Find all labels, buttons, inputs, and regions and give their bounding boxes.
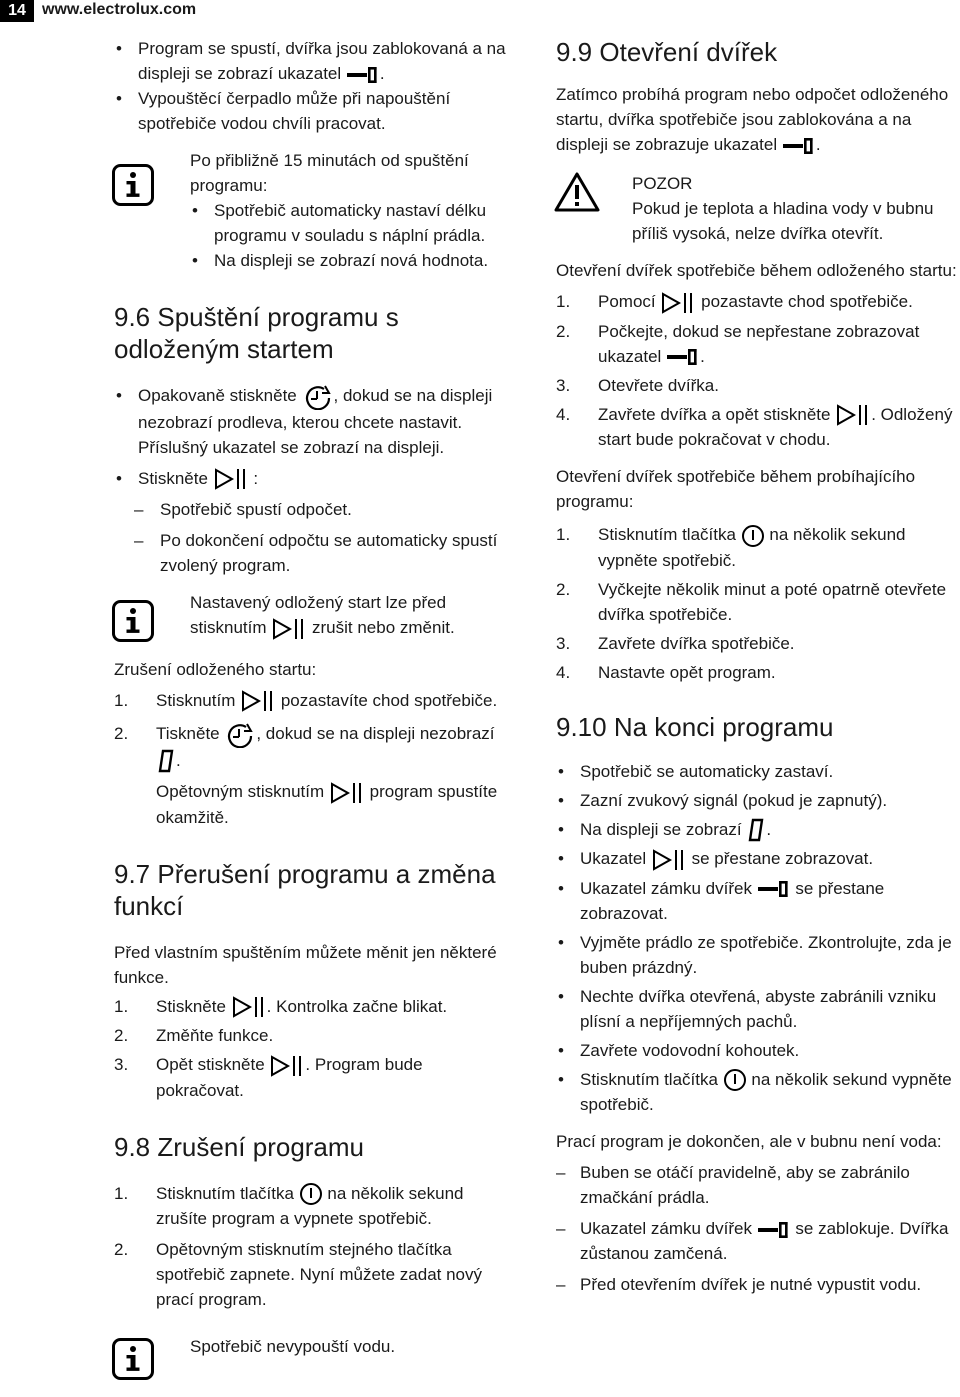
subheading: Otevření dvířek spotřebiče během probíhajícího programu: [556, 467, 916, 512]
power-icon [741, 524, 765, 548]
warning-title: POZOR [632, 174, 693, 193]
numbered-item: 3. Opět stiskněte . Program bude pokračovat. [114, 1055, 423, 1100]
section-intro: Zatímco probíhá program nebo odpočet odloženého startu, dvířka spotřebiče jsou zablokována a na displeji se zobrazuje ukazatel . [556, 85, 949, 154]
numbered-item: 1. Stiskněte . Kontrolka začne blikat. [114, 994, 514, 1020]
numbered-item: 2. Tiskněte , dokud se na displeji nezobrazí . [114, 721, 514, 773]
door-lock-icon [757, 879, 791, 899]
list-item: • Opakovaně stiskněte , dokud se na displeji nezobrazí prodleva, kterou chcete nastavit. Příslušný ukazatel se zobrazí na displeji. [114, 383, 514, 460]
numbered-item: 1. Stisknutím tlačítka na několik sekund zrušíte program a vypnete spotřebič. [114, 1183, 464, 1229]
subheading: Otevření dvířek spotřebiče během odloženého startu: [556, 261, 957, 280]
left-column [114, 36, 514, 1380]
numbered-item: 2. Počkejte, dokud se nepřestane zobrazovat ukazatel . [556, 321, 920, 366]
dash-item: – Buben se otáčí pravidelně, aby se zabránilo zmačkání prádla. [556, 1160, 958, 1210]
list-item: • Stiskněte : [114, 466, 514, 492]
info-note [114, 1334, 514, 1380]
info-icon [112, 1338, 154, 1387]
list-item: • Spotřebič automaticky nastaví délku programu v souladu s náplní prádla. [190, 198, 514, 248]
start-pause-icon [835, 403, 871, 427]
numbered-item: 1. Pomocí pozastavte chod spotřebiče. [556, 289, 958, 315]
list-item: • Na displeji se zobrazí nová hodnota. [190, 248, 514, 273]
door-lock-icon [346, 65, 380, 85]
site-url: www.electrolux.com [42, 1, 197, 18]
start-pause-icon [269, 1054, 305, 1078]
start-pause-icon [213, 467, 249, 491]
start-pause-icon [329, 781, 365, 805]
numbered-item: 2. Opětovným stisknutím stejného tlačítka spotřebič zapnete. Nyní můžete zadat nový prací program. [114, 1240, 483, 1310]
page-header [0, 0, 960, 28]
warning-text: Pokud je teplota a hladina vody v bubnu příliš vysoká, nelze dvířka otevřít. [632, 199, 934, 243]
section-heading: 9.6 Spuštění programu s odloženým startem [114, 302, 399, 364]
page-number: 14 [0, 0, 34, 22]
numbered-item: 2. Změňte funkce. [114, 1026, 274, 1046]
list-item: • Ukazatel zámku dvířek se přestane zobrazovat. [556, 876, 958, 926]
zero-display-icon [746, 818, 766, 842]
info-note [114, 590, 514, 641]
list-item: • Spotřebič se automaticky zastaví. [556, 759, 958, 784]
numbered-item: 1. Stisknutím pozastavíte chod spotřebiče. [114, 688, 514, 714]
door-lock-icon [757, 1220, 791, 1240]
section-heading: 9.7 Přerušení programu a změna funkcí [114, 858, 496, 921]
zero-display-icon [156, 749, 176, 773]
dash-item: – Před otevřením dvířek je nutné vypustit vodu. [556, 1272, 958, 1297]
section-heading: 9.8 Zrušení programu [114, 1131, 365, 1162]
list-item: • Program se spustí, dvířka jsou zablokovaná a na displeji se zobrazí ukazatel . [114, 36, 514, 86]
dash-item: – Ukazatel zámku dvířek se zablokuje. Dvířka zůstanou zamčená. [556, 1216, 958, 1266]
list-item: • Zavřete vodovodní kohoutek. [556, 1038, 958, 1063]
list-item: • Vypouštěcí čerpadlo může při napouštění spotřebiče vodou chvíli pracovat. [114, 86, 514, 136]
info-icon [112, 600, 154, 649]
power-icon [299, 1182, 323, 1206]
subheading: Zrušení odloženého startu: [114, 659, 317, 679]
right-column [556, 36, 958, 1297]
subheading: Prací program je dokončen, ale v bubnu není voda: [556, 1132, 942, 1152]
section-intro: Před vlastním spuštěním můžete měnit jen některé funkce. [114, 942, 497, 987]
dash-item: – Po dokončení odpočtu se automaticky spustí zvolený program. [114, 528, 514, 578]
door-lock-icon [666, 347, 700, 367]
note-text: Nastavený odložený start lze před stisknutím zrušit nebo změnit. [190, 590, 514, 641]
start-pause-icon [240, 689, 276, 713]
delay-start-icon [224, 722, 256, 748]
power-icon [723, 1068, 747, 1092]
numbered-item: 4. Zavřete dvířka a opět stiskněte . Odložený start bude pokračovat v chodu. [556, 404, 953, 450]
numbered-item: 3. Zavřete dvířka spotřebiče. [556, 633, 795, 653]
info-icon [112, 164, 154, 213]
list-item: • Ukazatel se přestane zobrazovat. [556, 846, 958, 872]
section-heading: 9.9 Otevření dvířek [556, 37, 778, 67]
note-text: Spotřebič nevypouští vodu. [190, 1337, 396, 1357]
door-lock-icon [782, 136, 816, 156]
start-pause-icon [660, 291, 696, 315]
note-intro: Po přibližně 15 minutách od spuštění programu: [190, 151, 469, 195]
list-item: • Vyjměte prádlo ze spotřebiče. Zkontrolujte, zda je buben prázdný. [556, 930, 958, 980]
numbered-item: 1. Stisknutím tlačítka na několik sekund vypněte spotřebič. [556, 525, 906, 570]
start-pause-icon [271, 617, 307, 641]
section-heading: 9.10 Na konci programu [556, 711, 834, 742]
warning-icon [554, 171, 600, 220]
list-item: • Stisknutím tlačítka na několik sekund vypněte spotřebič. [556, 1067, 958, 1118]
start-pause-icon [231, 995, 267, 1019]
list-item: • Nechte dvířka otevřená, abyste zabránili vzniku plísní a nepříjemných pachů. [556, 984, 958, 1034]
dash-item: – Spotřebič spustí odpočet. [114, 497, 514, 522]
numbered-item: 2. Vyčkejte několik minut a poté opatrně otevřete dvířka spotřebiče. [556, 579, 947, 624]
list-item: • Na displeji se zobrazí . [556, 817, 958, 843]
numbered-item: 4. Nastavte opět program. [556, 662, 776, 682]
numbered-item-continuation: Opětovným stisknutím program spustíte okamžitě. [156, 782, 498, 827]
warning-note [556, 171, 958, 246]
info-note [114, 148, 514, 273]
list-item: • Zazní zvukový signál (pokud je zapnutý). [556, 788, 958, 813]
numbered-item: 3. Otevřete dvířka. [556, 375, 719, 395]
start-pause-icon [651, 848, 687, 872]
delay-start-icon [302, 384, 334, 410]
